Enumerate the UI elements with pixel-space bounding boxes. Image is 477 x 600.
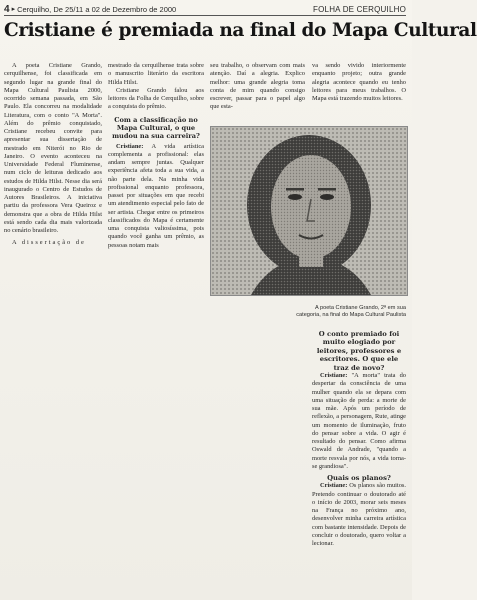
question-2: O conto premiado foi muito elogiado por leitores, professores e escritores. O que ele traz de novo?	[316, 330, 402, 372]
col3-paragraph-1: seu trabalho, o observam com mais atenção. Daí a alegria. Explico melhor: uma grande alegria toma conta de mim quando consigo escrever, passar para o papel algo que esta-	[210, 62, 305, 111]
portrait-photo-icon	[210, 126, 408, 296]
answer-3-speaker: Cristiane:	[320, 482, 348, 490]
question-1: Com a classificação no Mapa Cultural, o que mudou na sua carreira?	[112, 115, 200, 141]
article-headline: Cristiane é premiada na final do Mapa Cultural	[4, 20, 477, 41]
col2-paragraph-1: mestrado da cerquilhense trata sobre o manuscrito literário da escritora Hilda Hilst.	[108, 62, 204, 86]
page-number: 4	[4, 3, 10, 15]
photo-illustration	[211, 127, 407, 295]
header-left	[4, 4, 176, 15]
col1-paragraph-1: A poeta Cristiane Grando, cerquilhense, foi classificada em segundo lugar na grande final do Mapa Cultural Paulista 2000, ocorrido semana passada, em São Paulo. Ela concorreu na modalidade Literatura, com o conto "A Morta". Além do prêmio conquistado, Cristiane recebeu convite para apresentar sua dissertação de mestrado em Niterói no Rio de Janeiro. O evento aconteceu na Universidade Federal Fluminense, num ciclo de leituras dedicado aos estudos de Hilda Hilst. Nesse dia será inaugurado o Centro de Estudos de Autores Brasileiros. A iniciativa partiu da professora Vera Queiroz e demonstra que a obra de Hilda Hilst está sendo cada dia mais valorizada no cenário brasileiro.	[4, 62, 102, 234]
page-header	[4, 3, 406, 15]
photo-caption: A poeta Cristiane Grando, 2ª em sua categoria, na final do Mapa Cultural Paulista	[296, 305, 406, 318]
answer-3-text: Os planos são muitos. Pretendo continuar o doutorado até o início de 2003, morar seis meses na França no próximo ano, desenvolver minha carreira artística com bastante intensidade. Depois de concluir o doutorado, quero voltar a lecionar.	[312, 482, 406, 548]
column-right-lower	[312, 330, 406, 548]
column-3	[210, 62, 305, 112]
column-1	[4, 62, 102, 248]
col1-paragraph-2: A dissertação de	[12, 239, 86, 247]
location-date: Cerquilho, De 25/11 a 02 de Dezembro de 2000	[17, 4, 177, 14]
answer-2	[312, 372, 406, 471]
column-4	[312, 62, 406, 103]
answer-2-speaker: Cristiane:	[320, 372, 348, 380]
answer-2-text: "A morta" trata do despertar da consciência de uma mulher quando ela se depara com uma situação de perda: a morte de sua mãe. Após um período de reflexão, a personagem, Rute, atinge um momento de iluminação, fruto do pensar sobre a vida. O agir é resultado do pensar. Como afirma Oswald de Andrade, "quando a morte resvala por nós, a vida torna-se grandiosa".	[312, 372, 406, 470]
triangle-right-icon: ▸	[11, 6, 16, 13]
question-3: Quais os planos?	[327, 474, 391, 483]
column-2	[108, 62, 204, 250]
answer-1-speaker: Cristiane:	[116, 142, 144, 150]
answer-3	[312, 482, 406, 548]
newspaper-name: FOLHA DE CERQUILHO	[313, 4, 406, 14]
answer-1-text: A vida artística complementa a profissional: elas andam sempre juntas. Qualquer experiência afeta toda a sua vida, a não parte dela. Na minha vida profissional enquanto professora, passei por situações em que recebi um atendimento especial pelo fato de ser artista. Chegar entre os primeiros classificados do Mapa é certamente uma conquista valiosíssima, pois quando você ganha um prêmio, as pessoas notam mais	[108, 142, 204, 249]
header-divider	[4, 15, 406, 16]
col2-paragraph-2: Cristiane Grando falou aos leitores da Folha de Cerquilho, sobre a conquista do prêmio.	[108, 86, 204, 111]
col4-paragraph-1: va sendo vivido interiormente enquanto projeto; outra grande alegria acontece quando eu tenho leitores para meus trabalhos. O Mapa está trazendo muitos leitores.	[312, 62, 406, 102]
answer-1	[108, 143, 204, 250]
